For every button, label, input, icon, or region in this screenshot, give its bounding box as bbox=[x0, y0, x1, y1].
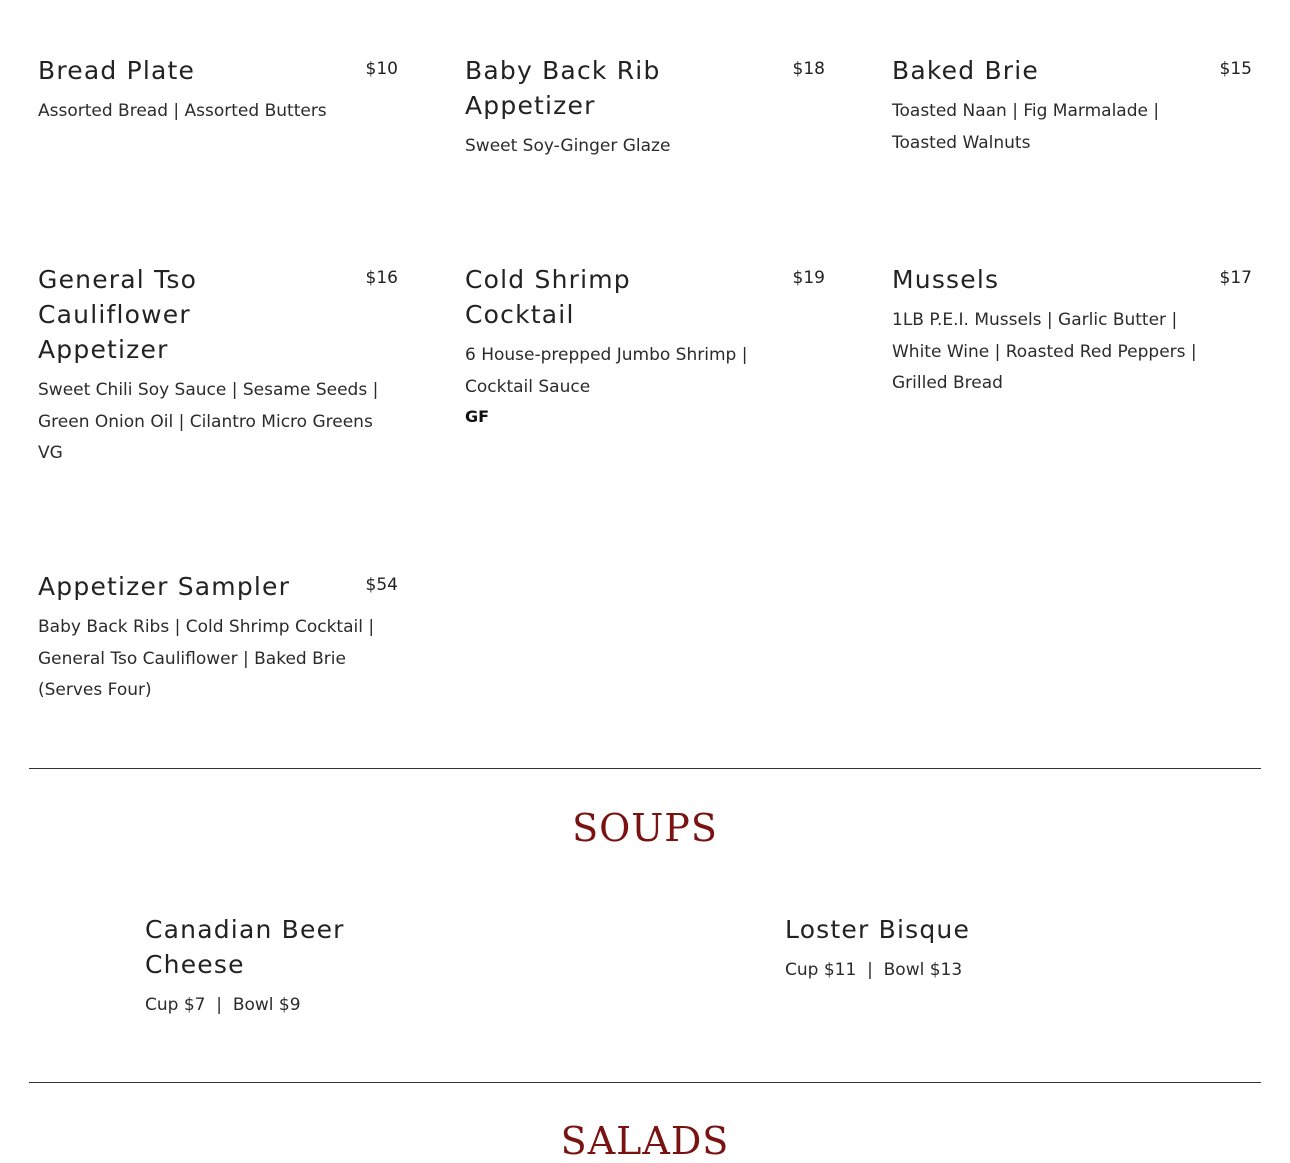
menu-item-description: Toasted Naan | Fig Marmalade | Toasted Walnuts bbox=[892, 101, 1160, 153]
menu-item-appetizer-sampler bbox=[38, 569, 398, 707]
menu-item-description: 6 House-prepped Jumbo Shrimp | Cocktail Sauce bbox=[465, 345, 748, 397]
menu-item-header bbox=[38, 53, 398, 88]
menu-item-header bbox=[38, 262, 398, 367]
section-divider bbox=[29, 768, 1261, 769]
section-title-soups: SOUPS bbox=[572, 806, 718, 850]
menu-item-description: 1LB P.E.I. Mussels | Garlic Butter | White Wine | Roasted Red Peppers | Grilled Bread bbox=[892, 310, 1197, 393]
menu-item-name: Baby Back Rib Appetizer bbox=[465, 56, 661, 120]
menu-item-header bbox=[465, 262, 825, 332]
menu-item-price: $17 bbox=[1219, 268, 1252, 288]
menu-item-mussels bbox=[892, 262, 1252, 400]
menu-item-description: Assorted Bread | Assorted Butters bbox=[38, 101, 327, 121]
menu-item-general-tso-cauliflower bbox=[38, 262, 398, 470]
menu-item-loster-bisque bbox=[785, 912, 1145, 987]
menu-item-name: Cold Shrimp Cocktail bbox=[465, 265, 631, 329]
menu-item-description: Sweet Soy-Ginger Glaze bbox=[465, 136, 671, 156]
menu-item-price: $16 bbox=[365, 268, 398, 288]
menu-item-header bbox=[38, 569, 398, 604]
menu-item-name: Loster Bisque bbox=[785, 915, 971, 944]
menu-item-name: Mussels bbox=[892, 265, 1000, 294]
menu-item-description: Sweet Chili Soy Sauce | Sesame Seeds | Green Onion Oil | Cilantro Micro Greens VG bbox=[38, 380, 379, 463]
menu-item-price-options: Cup $11 | Bowl $13 bbox=[785, 960, 963, 980]
menu-item-price-options: Cup $7 | Bowl $9 bbox=[145, 995, 301, 1015]
menu-item-name: Bread Plate bbox=[38, 56, 196, 85]
menu-item-price: $19 bbox=[792, 268, 825, 288]
menu-item-price: $18 bbox=[792, 59, 825, 79]
menu-item-canadian-beer-cheese bbox=[145, 912, 505, 1022]
menu-item-header bbox=[892, 53, 1252, 88]
menu-item-description: Baby Back Ribs | Cold Shrimp Cocktail | General Tso Cauliflower | Baked Brie (Serves Four) bbox=[38, 617, 375, 700]
section-title-salads: SALADS bbox=[560, 1119, 730, 1163]
menu-item-baby-back-rib-appetizer bbox=[465, 53, 825, 163]
section-divider bbox=[29, 1082, 1261, 1083]
menu-item-cold-shrimp-cocktail bbox=[465, 262, 825, 429]
menu-item-name: Baked Brie bbox=[892, 56, 1040, 85]
menu-item-name: General Tso Cauliflower Appetizer bbox=[38, 265, 198, 364]
menu-item-header bbox=[465, 53, 825, 123]
menu-item-header bbox=[892, 262, 1252, 297]
menu-item-price: $15 bbox=[1219, 59, 1252, 79]
menu-item-name: Canadian Beer Cheese bbox=[145, 915, 345, 979]
menu-item-baked-brie bbox=[892, 53, 1252, 159]
menu-item-price: $10 bbox=[365, 59, 398, 79]
menu-item-price: $54 bbox=[365, 575, 398, 595]
menu-item-bread-plate bbox=[38, 53, 398, 128]
gluten-free-tag: GF bbox=[465, 407, 490, 426]
menu-item-name: Appetizer Sampler bbox=[38, 572, 291, 601]
